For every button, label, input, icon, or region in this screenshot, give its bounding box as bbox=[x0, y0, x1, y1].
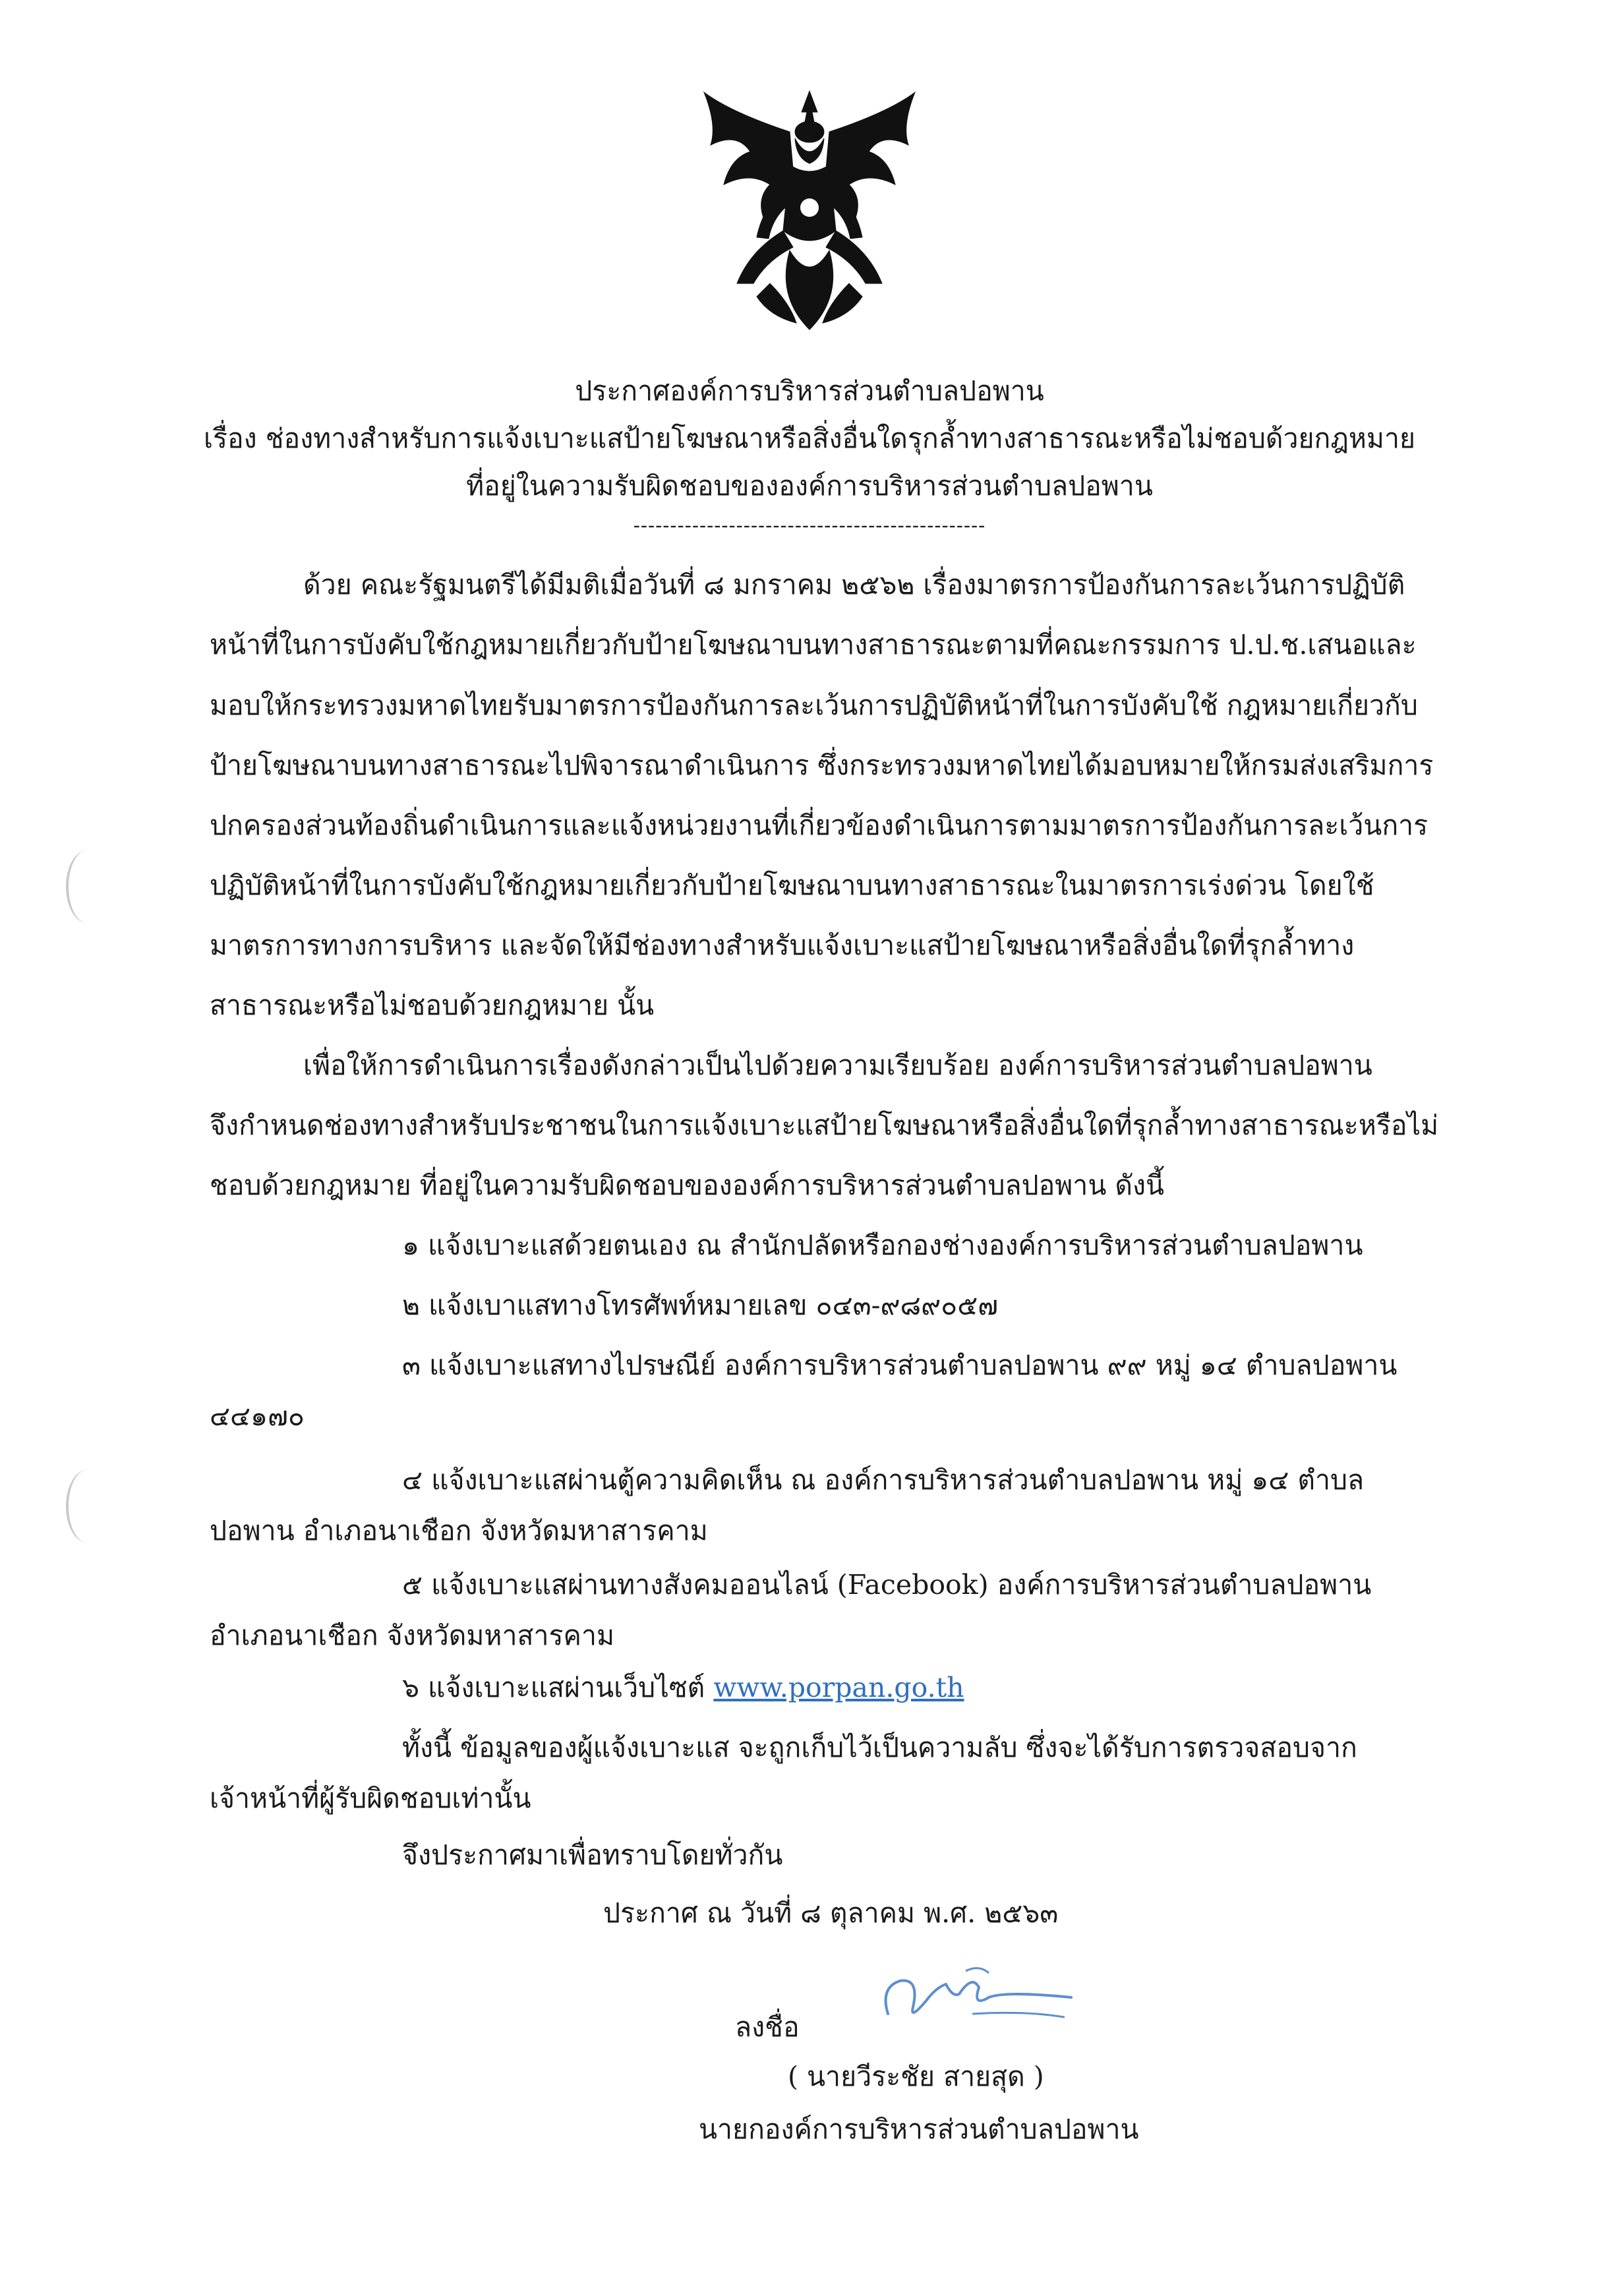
channel-item-1: ๑ แจ้งเบาะแสด้วยตนเอง ณ สำนักปลัดหรือกองช่างองค์การบริหารส่วนตำบลปอพาน bbox=[402, 1229, 1363, 1261]
channel-item-5: ๕ แจ้งเบาะแสผ่านทางสังคมออนไลน์ (Facebook) องค์การบริหารส่วนตำบลปอพาน bbox=[402, 1569, 1372, 1601]
garuda-emblem-icon bbox=[691, 86, 928, 336]
announcement-title: ประกาศองค์การบริหารส่วนตำบลปอพาน bbox=[575, 375, 1044, 407]
channel-item-2: ๒ แจ้งเบาแสทางโทรศัพท์หมายเลข ๐๔๓-๙๘๙๐๕๗ bbox=[402, 1289, 999, 1321]
punch-hole-top bbox=[66, 850, 108, 923]
p1-line-7: มาตรการทางการบริหาร และจัดให้มีช่องทางสำหรับแจ้งเบาะแสป้ายโฆษณาหรือสิ่งอื่นใดที่รุกล้ำทาง bbox=[210, 929, 1355, 961]
announcement-subject-line2: ที่อยู่ในความรับผิดชอบขององค์การบริหารส่วนตำบลปอพาน bbox=[466, 470, 1153, 502]
p1-line-6: ปฏิบัติหน้าที่ในการบังคับใช้กฎหมายเกี่ยวกับป้ายโฆษณาบนทางสาธารณะในมาตรการเร่งด่วน โดยใช้ bbox=[210, 869, 1374, 901]
confidentiality-line-2: เจ้าหน้าที่ผู้รับผิดชอบเท่านั้น bbox=[210, 1782, 531, 1814]
punch-hole-bottom bbox=[66, 1470, 108, 1543]
announcement-date: ประกาศ ณ วันที่ ๘ ตุลาคม พ.ศ. ๒๕๖๓ bbox=[603, 1897, 1059, 1929]
p1-line-5: ปกครองส่วนท้องถิ่นดำเนินการและแจ้งหน่วยงานที่เกี่ยวข้องดำเนินการตามมาตรการป้องกันการละเว้นการ bbox=[210, 809, 1428, 841]
p1-line-3: มอบให้กระทรวงมหาดไทยรับมาตรการป้องกันการละเว้นการปฏิบัติหน้าที่ในการบังคับใช้ กฎหมายเกี่ยวกับ bbox=[210, 690, 1418, 721]
channel-item-3: ๓ แจ้งเบาะแสทางไปรษณีย์ องค์การบริหารส่วนตำบลปอพาน ๙๙ หมู่ ๑๔ ตำบลปอพาน bbox=[402, 1349, 1398, 1381]
signer-name: ( นายวีระชัย สายสุด ) bbox=[788, 2061, 1044, 2092]
confidentiality-line-1: ทั้งนี้ ข้อมูลของผู้แจ้งเบาะแส จะถูกเก็บไว้เป็นความลับ ซึ่งจะได้รับการตรวจสอบจาก bbox=[402, 1732, 1357, 1763]
channel-item-6 bbox=[402, 1668, 964, 1707]
p1-line-4: ป้ายโฆษณาบนทางสาธารณะไปพิจารณาดำเนินการ ซึ่งกระทรวงมหาดไทยได้มอบหมายให้กรมส่งเสริมการ bbox=[210, 750, 1434, 781]
p1-line-8: สาธารณะหรือไม่ชอบด้วยกฎหมาย นั้น bbox=[210, 989, 655, 1021]
p2-line-1: เพื่อให้การดำเนินการเรื่องดังกล่าวเป็นไปด้วยความเรียบร้อย องค์การบริหารส่วนตำบลปอพาน bbox=[303, 1049, 1372, 1081]
p1-line-1: ด้วย คณะรัฐมนตรีได้มีมติเมื่อวันที่ ๘ มกราคม ๒๕๖๒ เรื่องมาตรการป้องกันการละเว้นการปฏิบัติ bbox=[303, 569, 1405, 601]
website-link[interactable]: www.porpan.go.th bbox=[713, 1672, 964, 1703]
channel-item-3-cont: ๔๔๑๗๐ bbox=[210, 1400, 305, 1432]
channel-item-4: ๔ แจ้งเบาะแสผ่านตู้ความคิดเห็น ณ องค์การบริหารส่วนตำบลปอพาน หมู่ ๑๔ ตำบล bbox=[402, 1464, 1365, 1496]
closing-line: จึงประกาศมาเพื่อทราบโดยทั่วกัน bbox=[402, 1839, 783, 1871]
channel-item-5-cont: อำเภอนาเชือก จังหวัดมหาสารคาม bbox=[210, 1620, 615, 1651]
announcement-subject: เรื่อง ช่องทางสำหรับการแจ้งเบาะแสป้ายโฆษณาหรือสิ่งอื่นใดรุกล้ำทางสาธารณะหรือไม่ชอบด้วยกฎหมาย bbox=[203, 423, 1415, 454]
p2-line-2: จึงกำหนดช่องทางสำหรับประชาชนในการแจ้งเบาะแสป้ายโฆษณาหรือสิ่งอื่นใดที่รุกล้ำทางสาธารณะหรือไม่ bbox=[210, 1109, 1439, 1141]
sign-label: ลงชื่อ bbox=[735, 2011, 800, 2043]
header-divider: ------------------------------------------------ bbox=[633, 514, 986, 537]
channel-item-4-cont: ปอพาน อำเภอนาเชือก จังหวัดมหาสารคาม bbox=[210, 1515, 708, 1546]
p1-line-2: หน้าที่ในการบังคับใช้กฎหมายเกี่ยวกับป้ายโฆษณาบนทางสาธารณะตามที่คณะกรรมการ ป.ป.ช.เสนอและ bbox=[210, 629, 1417, 661]
channel-item-6-label: ๖ แจ้งเบาะแสผ่านเว็บไซต์ bbox=[402, 1672, 705, 1703]
p2-line-3: ชอบด้วยกฎหมาย ที่อยู่ในความรับผิดชอบขององค์การบริหารส่วนตำบลปอพาน ดังนี้ bbox=[210, 1169, 1165, 1201]
signature bbox=[873, 1961, 1078, 2034]
signer-position: นายกองค์การบริหารส่วนตำบลปอพาน bbox=[699, 2113, 1139, 2145]
